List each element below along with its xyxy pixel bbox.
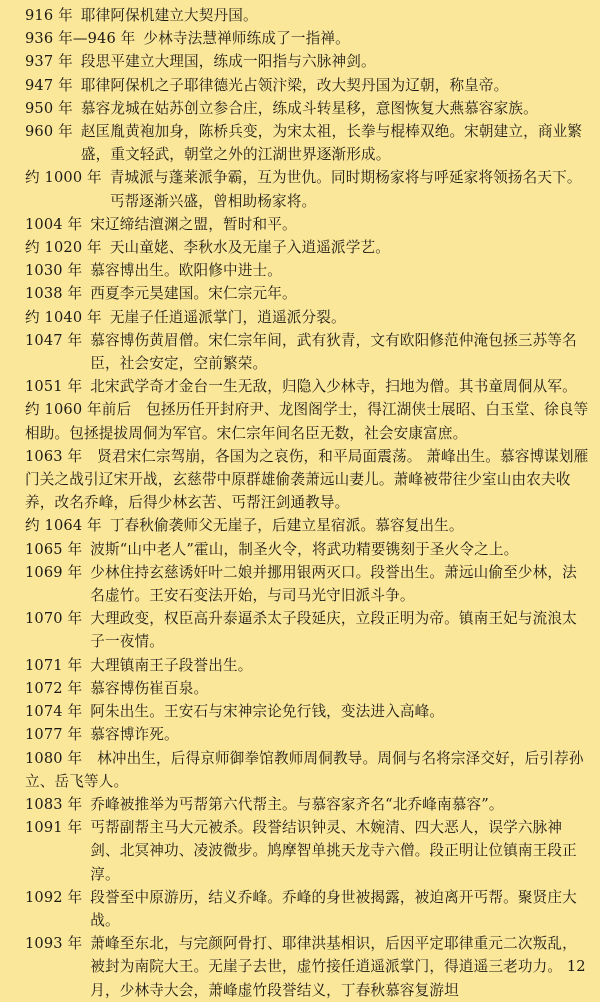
timeline-entry xyxy=(25,236,590,259)
entry-year: 约 1064 年 xyxy=(25,517,102,535)
entry-year: 约 1000 年 xyxy=(25,169,102,187)
entry-year: 937 年 xyxy=(25,53,73,71)
timeline-entry xyxy=(25,120,590,166)
entry-text: 包拯历任开封府尹、龙图阁学士，得江湖侠士展昭、白玉堂、徐良等相助。包拯提拔周侗为军官。宋仁宗年间名臣无数，社会安康富庶。 xyxy=(25,401,589,442)
entry-year: 约 1040 年 xyxy=(25,308,102,326)
entry-text: 阿朱出生。王安石与宋神宗论免行钱，变法进入高峰。 xyxy=(90,703,445,721)
timeline-entry xyxy=(25,166,590,212)
timeline-entry xyxy=(25,886,590,932)
entry-year: 1047 年 xyxy=(25,331,83,349)
entry-text: 无崖子任逍遥派掌门，逍遥派分裂。 xyxy=(109,308,346,326)
timeline-entry xyxy=(25,445,590,515)
entry-year: 1091 年 xyxy=(25,819,83,837)
timeline-entry xyxy=(25,607,590,653)
entry-text: 慕容博出生。欧阳修中进士。 xyxy=(90,262,282,280)
timeline-entry xyxy=(25,514,590,537)
entry-text: 林冲出生，后得京师御拳馆教师周侗教导。周侗与名将宗泽交好，后引荐孙立、岳飞等人。 xyxy=(25,749,584,790)
entry-text: 乔峰被推举为丐帮第六代帮主。与慕容家齐名“北乔峰南慕容”。 xyxy=(90,795,504,813)
entry-year: 1069 年 xyxy=(25,563,83,581)
entry-year: 1065 年 xyxy=(25,540,83,558)
entry-year: 1070 年 xyxy=(25,610,83,628)
entry-text: 慕容龙城在姑苏创立参合庄，练成斗转星移，意图恢复大燕慕容家族。 xyxy=(80,99,538,117)
entry-text: 萧峰至东北，与完颜阿骨打、耶律洪基相识，后因平定耶律重元二次叛乱，被封为南院大王。无崖子去世，虚竹接任逍遥派掌门，得逍遥三老功力。 12 月，少林寺大会，萧峰虚竹段誉结义，丁春秋慕容复游坦 xyxy=(90,935,586,999)
entry-text: 丁春秋偷袭师父无崖子，后建立星宿派。慕容复出生。 xyxy=(109,517,464,535)
timeline-entry xyxy=(25,375,590,398)
timeline-entry xyxy=(25,4,590,27)
entry-text: 段誉至中原游历，结义乔峰。乔峰的身世被揭露，被迫离开丐帮。聚贤庄大战。 xyxy=(90,888,577,929)
entry-year: 约 1020 年 xyxy=(25,239,102,257)
entry-text: 宋辽缔结澶渊之盟，暂时和平。 xyxy=(90,215,297,233)
timeline-entry xyxy=(25,561,590,607)
timeline-entry xyxy=(25,398,590,444)
timeline-entry xyxy=(25,747,590,793)
entry-text: 青城派与蓬莱派争霸，互为世仇。同时期杨家将与呼延家将领扬名天下。丐帮逐渐兴盛，曾相助杨家将。 xyxy=(109,169,582,210)
entry-text: 少林寺法慧禅师练成了一指禅。 xyxy=(143,30,350,48)
timeline-entry xyxy=(25,538,590,561)
timeline-entry xyxy=(25,677,590,700)
entry-text: 大理政变，权臣高升泰逼杀太子段延庆，立段正明为帝。镇南王妃与流浪太子一夜情。 xyxy=(90,610,577,651)
entry-year: 约 1060 年前后 xyxy=(25,401,132,419)
entry-year: 1074 年 xyxy=(25,703,83,721)
entry-text: 耶律阿保机之子耶律德光占领汴梁，改大契丹国为辽朝，称皇帝。 xyxy=(80,76,509,94)
entry-year: 1072 年 xyxy=(25,679,83,697)
entry-year: 950 年 xyxy=(25,99,73,117)
entry-text: 赵匡胤黄袍加身，陈桥兵变，为宋太祖，长拳与棍棒双绝。宋朝建立，商业繁盛，重文轻武，朝堂之外的江湖世界逐渐形成。 xyxy=(80,123,583,164)
entry-text: 段思平建立大理国，练成一阳指与六脉神剑。 xyxy=(80,53,376,71)
timeline-entry xyxy=(25,306,590,329)
entry-year: 1083 年 xyxy=(25,795,83,813)
entry-year: 1004 年 xyxy=(25,215,83,233)
timeline-entry xyxy=(25,329,590,375)
entry-year: 1038 年 xyxy=(25,285,83,303)
timeline-entry xyxy=(25,259,590,282)
entry-text: 北宋武学奇才金台一生无敌，归隐入少林寺，扫地为僧。其书童周侗从军。 xyxy=(90,378,577,396)
timeline-entry xyxy=(25,50,590,73)
entry-text: 耶律阿保机建立大契丹国。 xyxy=(80,7,258,24)
entry-year: 960 年 xyxy=(25,123,73,141)
entry-year: 1080 年 xyxy=(25,749,83,767)
entry-text: 少林住持玄慈诱奸叶二娘并挪用银两灭口。段誉出生。萧远山偷至少林，法名虚竹。王安石变法开始，与司马光守旧派斗争。 xyxy=(90,563,577,605)
timeline-entry xyxy=(25,793,590,816)
entry-text: 天山童姥、李秋水及无崖子入逍遥派学艺。 xyxy=(109,239,390,257)
entry-text: 波斯“山中老人”霍山，制圣火令，将武功精要镌刻于圣火令之上。 xyxy=(90,540,519,558)
entry-text: 慕容博伤黄眉僧。宋仁宗年间，武有狄青，文有欧阳修范仲淹包拯三苏等名臣，社会安定，空前繁荣。 xyxy=(90,331,577,373)
entry-year: 1092 年 xyxy=(25,888,83,906)
entry-text: 西夏李元昊建国。宋仁宗元年。 xyxy=(90,285,297,303)
entry-year: 1093 年 xyxy=(25,935,83,953)
entry-text: 贤君宋仁宗驾崩，各国为之哀伤，和平局面震荡。 萧峰出生。慕容博谋划雁门关之战引辽宋开战，玄慈带中原群雄偷袭萧远山妻儿。萧峰被带往少室山由农夫收养，改名乔峰，后得少林玄苦、丐帮汪剑通教导。 xyxy=(25,447,589,512)
entry-text: 慕容博诈死。 xyxy=(90,726,179,744)
entry-year: 1071 年 xyxy=(25,656,83,674)
timeline-entry xyxy=(25,654,590,677)
entry-year: 1030 年 xyxy=(25,262,83,280)
timeline-entry xyxy=(25,97,590,120)
entry-text: 丐帮副帮主马大元被杀。段誉结识钟灵、木婉清、四大恶人，误学六脉神剑、北冥神功、凌波微步。鸠摩智单挑天龙寺六僧。段正明让位镇南王段正淳。 xyxy=(90,819,577,883)
timeline-entry xyxy=(25,213,590,236)
timeline-entry xyxy=(25,932,590,1002)
entry-year: 947 年 xyxy=(25,76,73,94)
entry-year: 936 年—946 年 xyxy=(25,30,136,48)
entry-year: 1063 年 xyxy=(25,447,83,465)
timeline-entry xyxy=(25,282,590,305)
entry-year: 916 年 xyxy=(25,7,73,24)
timeline-entry xyxy=(25,723,590,746)
timeline-entry xyxy=(25,74,590,97)
entry-text: 慕容博伤崔百泉。 xyxy=(90,679,209,697)
entry-text: 大理镇南王子段誉出生。 xyxy=(90,656,253,674)
entry-year: 1051 年 xyxy=(25,378,83,396)
timeline-entry xyxy=(25,700,590,723)
entry-year: 1077 年 xyxy=(25,726,83,744)
timeline-entry xyxy=(25,816,590,886)
timeline-entry xyxy=(25,27,590,50)
